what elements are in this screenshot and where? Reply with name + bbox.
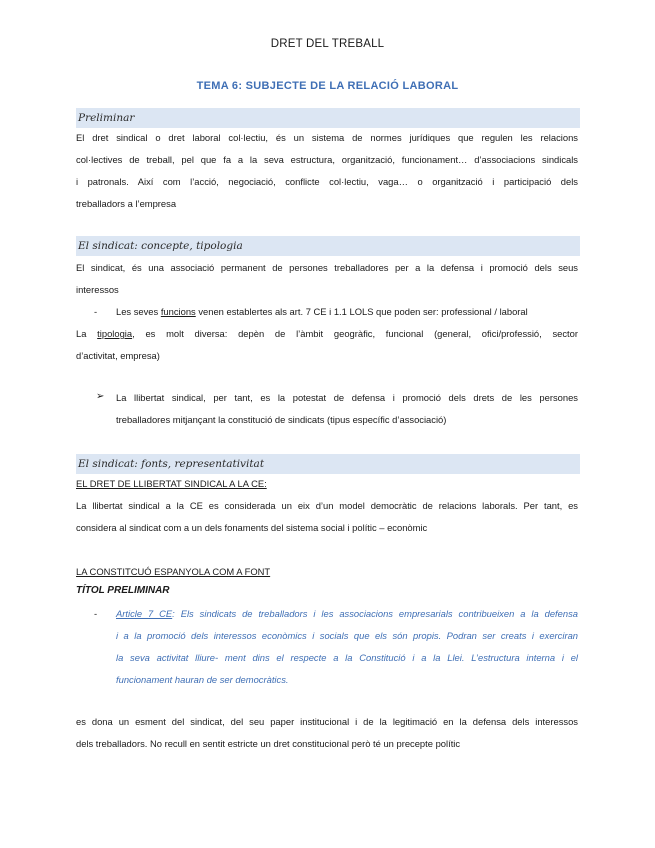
text-segment: : Els sindicats de treballadors i les associacions empresarials contribueixen a la defensa <box>172 608 578 619</box>
section-heading-preliminar: Preliminar <box>76 108 580 128</box>
quote-line: funcionament hauran de ser democràtics. <box>116 674 289 685</box>
article-7-quote-line <box>116 608 578 620</box>
paragraph-line: es dona un esment del sindicat, del seu paper institucional i de la legitimació en la defensa dels interessos <box>76 716 578 727</box>
underlined-term-funcions: funcions <box>160 306 196 317</box>
underlined-term-tipologia: tipologia <box>97 328 133 339</box>
paragraph-line: dels treballadors. No recull en sentit estricte un dret constitucional però té un precepte polític <box>76 738 461 749</box>
section-heading-concepte: El sindicat: concepte, tipologia <box>76 236 580 256</box>
paragraph-line: col·lectives de treball, pel que fa a la seva estructura, organització, funcionament… d’associacions sindicals <box>76 154 578 165</box>
document-title: DRET DEL TREBALL <box>270 38 385 50</box>
paragraph-line: La llibertat sindical a la CE es considerada un eix d’un model democràtic de relacions laborals. Per tant, es <box>76 500 578 511</box>
text-segment: Les seves <box>116 306 161 317</box>
arrow-item-line: treballadores mitjançant la constitució de sindicats (tipus específic d’associació) <box>116 414 447 425</box>
paragraph-line: treballadors a l’empresa <box>76 198 177 209</box>
funcions-list-item <box>116 306 578 318</box>
paragraph-line: d’activitat, empresa) <box>76 350 160 361</box>
paragraph-line: i patronals. Així com l’acció, negociació, conflicte col·lectiu, vaga… o organització i participació dels <box>76 176 578 187</box>
paragraph-line: interessos <box>76 284 119 295</box>
subheading-constitucio: LA CONSTITCUÓ ESPANYOLA COM A FONT <box>76 566 271 577</box>
topic-title: TEMA 6: SUBJECTE DE LA RELACIÓ LABORAL <box>196 80 459 92</box>
text-segment: venen establertes als art. 7 CE i 1.1 LOLS que poden ser: professional / laboral <box>195 306 528 317</box>
article-link[interactable]: Article 7 CE <box>116 608 173 619</box>
text-segment: , es molt diversa: depèn de l’àmbit geogràfic, funcional (general, ofici/professió, sector <box>132 328 578 339</box>
tipologia-line <box>76 328 578 340</box>
paragraph-line: El sindicat, és una associació permanent de persones treballadores per a la defensa i promoció dels seus <box>76 262 578 273</box>
quote-line: la seva activitat lliure- ment dins el respecte a la Constitució i a la Llei. L’estructura interna i el <box>116 652 578 663</box>
title-label-preliminar: TÍTOL PRELIMINAR <box>76 585 170 596</box>
subheading-llibertat-sindical: EL DRET DE LLIBERTAT SINDICAL A LA CE: <box>76 478 267 489</box>
paragraph-line: El dret sindical o dret laboral col·lectiu, és un sistema de normes jurídiques que regulen les relacions <box>76 132 578 143</box>
quote-line: i a la promoció dels interessos econòmics i socials que els són propis. Podran ser creats i exerciran <box>116 630 578 641</box>
list-dash: - <box>94 608 98 619</box>
list-dash: - <box>94 306 98 317</box>
text-segment: La <box>76 328 98 339</box>
paragraph-line: considera al sindicat com a un dels fonaments del sistema social i polític – econòmic <box>76 522 428 533</box>
section-heading-fonts: El sindicat: fonts, representativitat <box>76 454 580 474</box>
arrow-bullet-icon: ➢ <box>96 391 105 402</box>
arrow-item-line: La llibertat sindical, per tant, es la potestat de defensa i promoció dels drets de les persones <box>116 392 578 403</box>
